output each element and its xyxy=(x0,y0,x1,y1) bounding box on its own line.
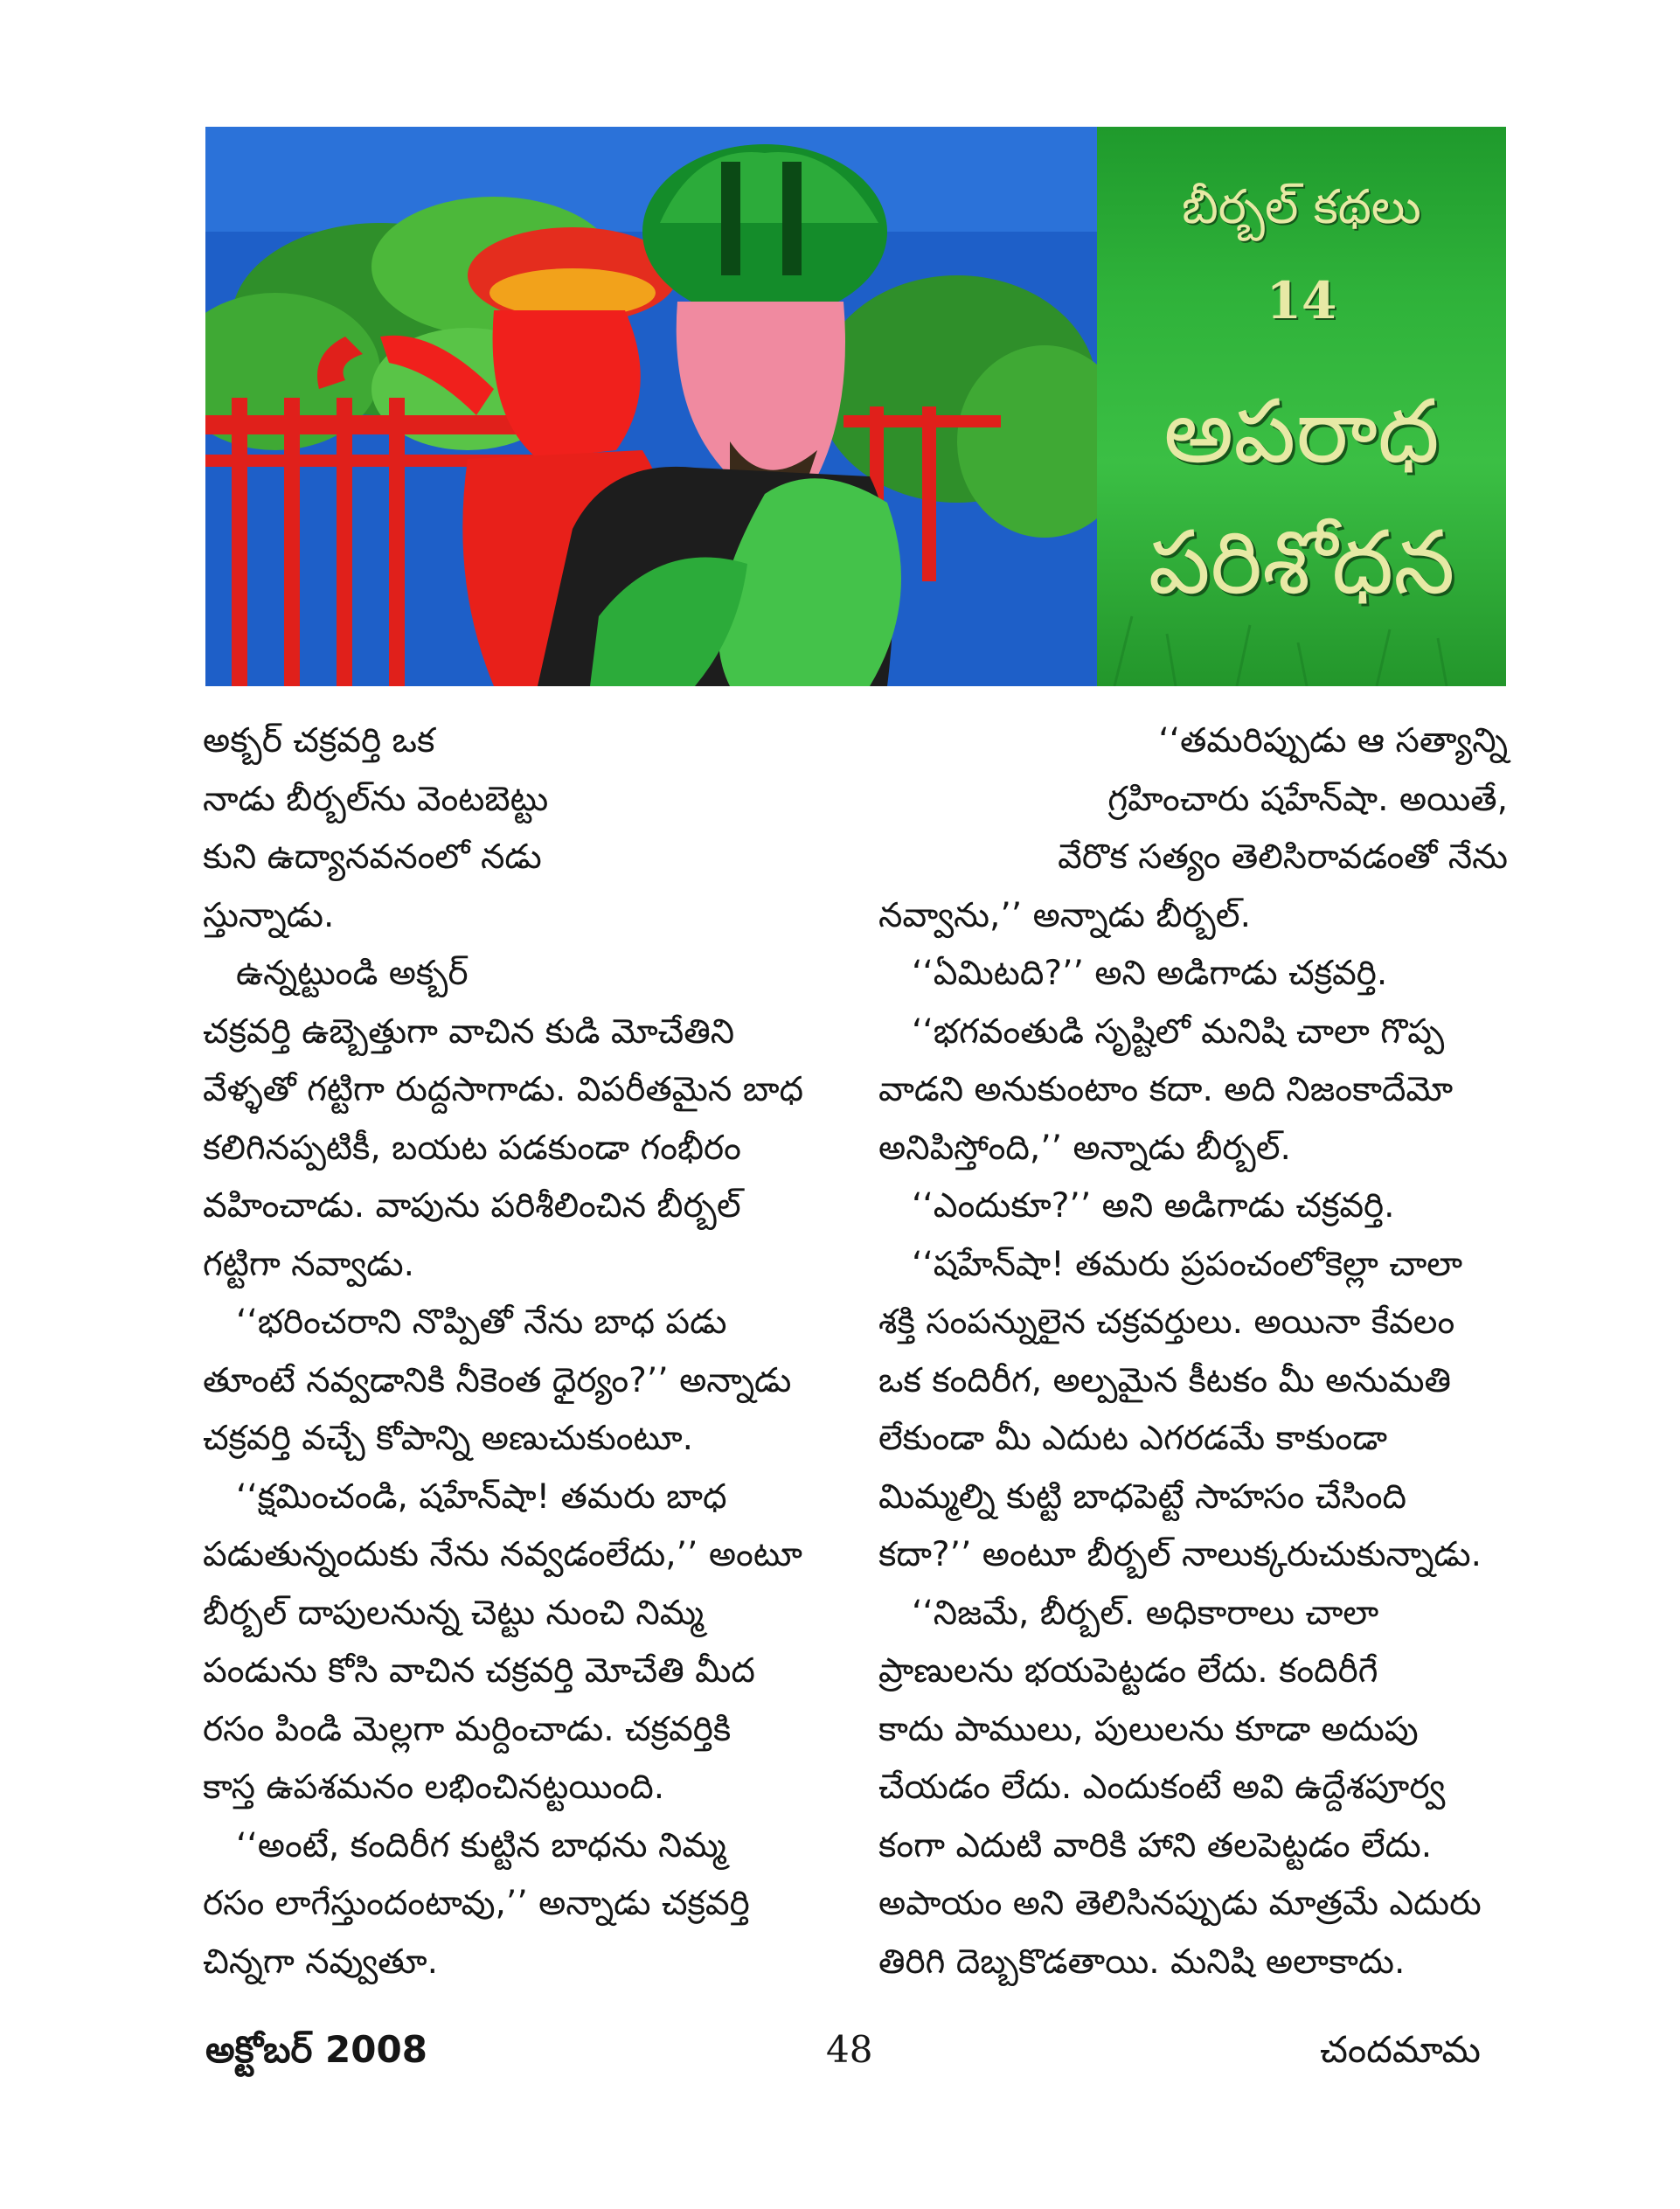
left-column xyxy=(203,712,841,1991)
text-line: రసం లాగేస్తుందంటావు,’’ అన్నాడు చక్రవర్తి xyxy=(203,1884,750,1923)
text-line: ‘‘భరించరాని నొప్పితో నేను బాధ పడు xyxy=(236,1302,727,1342)
text-line: కదా?’’ అంటూ బీర్బల్ నాలుక్కరుచుకున్నాడు. xyxy=(878,1535,1482,1574)
text-line: ‘‘తమరిప్పుడు ఆ సత్యాన్ని xyxy=(1158,721,1508,761)
text-line: వేళ్ళతో గట్టిగా రుద్దసాగాడు. విపరీతమైన బాధ xyxy=(203,1070,804,1109)
text-line: పడుతున్నందుకు నేను నవ్వడంలేదు,’’ అంటూ xyxy=(203,1535,802,1574)
text-line: తిరిగి దెబ్బకొడతాయి. మనిషి అలాకాదు. xyxy=(878,1942,1406,1982)
text-line: పండును కోసి వాచిన చక్రవర్తి మోచేతి మీద xyxy=(203,1651,755,1691)
text-line: ఉన్నట్టుండి అక్బర్ xyxy=(236,954,469,993)
text-line: ‘‘అంటే, కందిరీగ కుట్టిన బాధను నిమ్మ xyxy=(236,1825,726,1865)
text-line: కాదు పాములు, పులులను కూడా అదుపు xyxy=(878,1709,1419,1749)
text-line: గట్టిగా నవ్వాడు. xyxy=(203,1244,415,1284)
text-line: గ్రహించారు షహేన్‌షా. అయితే, xyxy=(1107,779,1508,819)
text-line: ఒక కందిరీగ, అల్పమైన కీటకం మీ అనుమతి xyxy=(878,1360,1452,1400)
title-panel xyxy=(1097,127,1506,686)
text-line: అపాయం అని తెలిసినప్పుడు మాత్రమే ఎదురు xyxy=(878,1884,1482,1923)
text-line: శక్తి సంపన్నులైన చక్రవర్తులు. అయినా కేవలం xyxy=(878,1302,1455,1342)
text-line: ‘‘షహేన్‌షా! తమరు ప్రపంచంలోకెల్లా చాలా xyxy=(912,1244,1463,1284)
page-number: 48 xyxy=(826,2028,873,2071)
text-line: కలిగినప్పటికీ, బయట పడకుండా గంభీరం xyxy=(203,1128,741,1168)
text-line: ‘‘ఎందుకూ?’’ అని అడిగాడు చక్రవర్తి. xyxy=(912,1186,1395,1226)
story-title-line-1: అపరాధ xyxy=(1163,380,1440,483)
text-line: ‘‘క్షమించండి, షహేన్‌షా! తమరు బాధ xyxy=(236,1476,727,1517)
footer-date: అక్టోబర్ 2008 xyxy=(205,2028,427,2071)
magazine-name: చందమామ xyxy=(1320,2028,1481,2071)
text-line: అక్బర్ చక్రవర్తి ఒక xyxy=(203,721,435,761)
text-line: ‘‘ఏమిటది?’’ అని అడిగాడు చక్రవర్తి. xyxy=(912,954,1388,993)
text-line: అనిపిస్తోంది,’’ అన్నాడు బీర్బల్. xyxy=(878,1128,1291,1168)
text-line: స్తున్నాడు. xyxy=(203,895,335,935)
right-column xyxy=(878,712,1508,1991)
text-line: రసం పిండి మెల్లగా మర్దించాడు. చక్రవర్తికి xyxy=(203,1709,732,1749)
text-line: వేరొక సత్యం తెలిసిరావడంతో నేను xyxy=(1058,837,1508,877)
story-title-line-2: పరిశోధన xyxy=(1148,511,1455,614)
text-line: చిన్నగా నవ్వుతూ. xyxy=(203,1942,438,1982)
text-line: కంగా ఎదుటి వారికి హాని తలపెట్టడం లేదు. xyxy=(878,1825,1433,1865)
text-line: మిమ్మల్ని కుట్టి బాధపెట్టే సాహసం చేసింది xyxy=(878,1476,1407,1517)
text-line: తూంటే నవ్వడానికి నీకెంత ధైర్యం?’’ అన్నాడు xyxy=(203,1360,792,1400)
episode-number: 14 xyxy=(1266,271,1337,330)
text-line: ‘‘భగవంతుడి సృష్టిలో మనిషి చాలా గొప్ప xyxy=(912,1011,1445,1052)
text-line: వహించాడు. వాపును పరిశీలించిన బీర్బల్ xyxy=(203,1186,741,1226)
text-line: ‘‘నిజమే, బీర్బల్. అధికారాలు చాలా xyxy=(912,1593,1379,1633)
text-line: బీర్బల్ దాపులనున్న చెట్టు నుంచి నిమ్మ xyxy=(203,1593,705,1633)
text-line: కాస్త ఉపశమనం లభించినట్టయింది. xyxy=(203,1768,665,1807)
text-line: కుని ఉద్యానవనంలో నడు xyxy=(203,837,542,877)
text-line: నాడు బీర్బల్‌ను వెంటబెట్టు xyxy=(203,779,549,819)
story-illustration xyxy=(205,127,1097,686)
text-line: చక్రవర్తి వచ్చే కోపాన్ని అణుచుకుంటూ. xyxy=(203,1419,694,1458)
text-line: చేయడం లేదు. ఎందుకంటే అవి ఉద్దేశపూర్వ xyxy=(878,1768,1446,1807)
text-line: లేకుండా మీ ఎదుట ఎగరడమే కాకుండా xyxy=(878,1419,1387,1458)
text-line: చక్రవర్తి ఉబ్బెత్తుగా వాచిన కుడి మోచేతిని xyxy=(203,1011,735,1052)
text-line: వాడని అనుకుంటాం కదా. అది నిజంకాదేమో xyxy=(878,1070,1454,1109)
text-line: నవ్వాను,’’ అన్నాడు బీర్బల్. xyxy=(878,895,1251,935)
series-title: బీర్బల్ కథలు xyxy=(1182,179,1421,234)
text-line: ప్రాణులను భయపెట్టడం లేదు. కందిరీగే xyxy=(878,1651,1378,1691)
